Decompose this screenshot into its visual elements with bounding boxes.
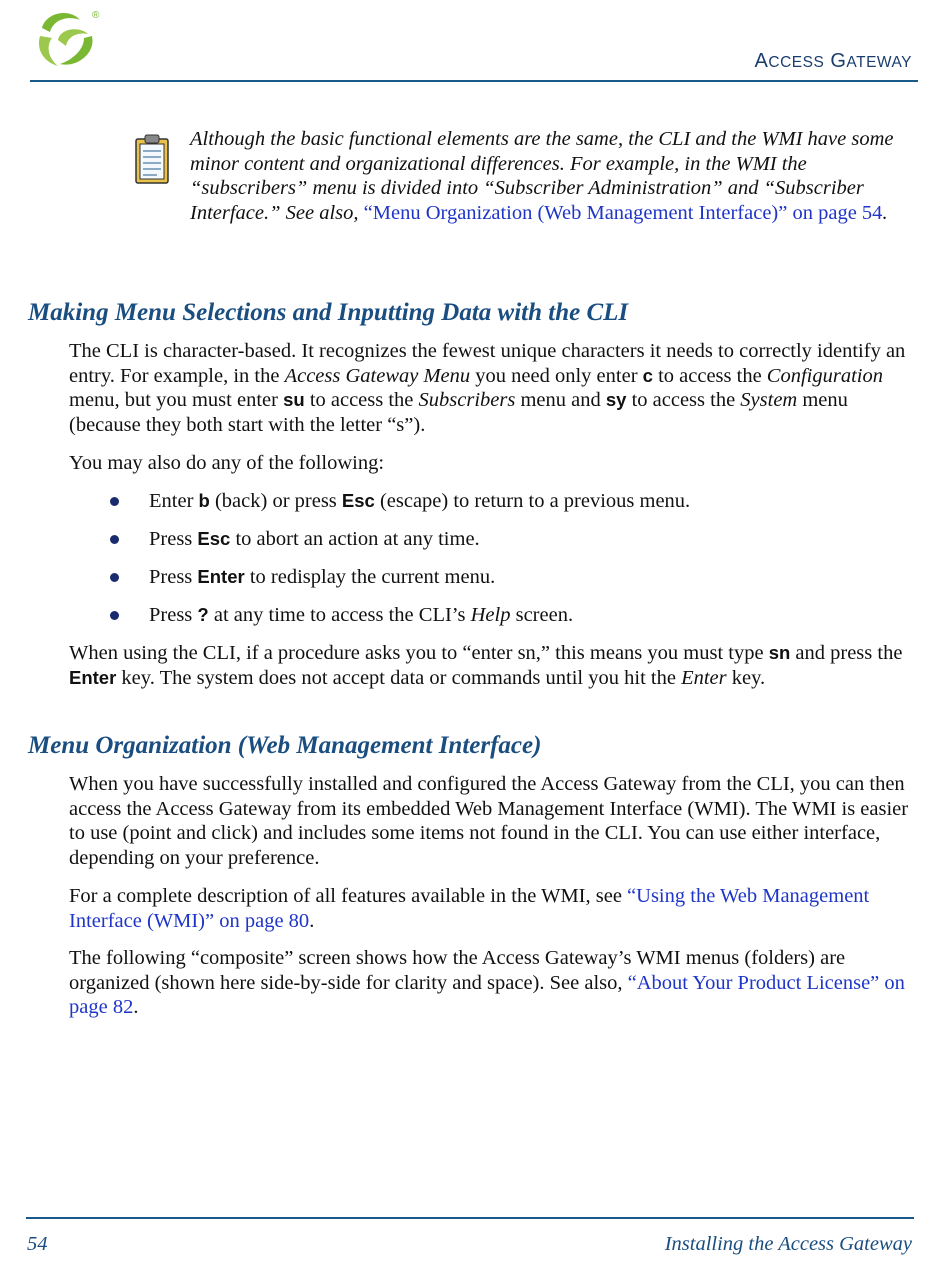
wmi-paragraph-1: When you have successfully installed and configured the Access Gateway from the CLI, you can then access the Access Gateway from its embedded Web Management Interface (WMI). The WMI is easier to use (point and click) and includes some items not found in the CLI. You can use either interface, depending on your preference.: [69, 773, 909, 869]
bullet-icon: [110, 573, 119, 582]
note-link[interactable]: “Menu Organization (Web Management Interface)” on page 54: [363, 201, 883, 224]
page-number: 54: [27, 1233, 48, 1255]
running-header: ACCESS GATEWAY: [754, 50, 912, 72]
list-item: Press ? at any time to access the CLI’s Help screen.: [149, 604, 574, 626]
bullet-icon: [110, 611, 119, 620]
svg-text:®: ®: [92, 10, 100, 21]
footer-rule: [26, 1217, 914, 1219]
note-text: Although the basic functional elements are the same, the CLI and the WMI have some minor content and organizational differences. For example, in the WMI the “subscribers” menu is divided into “Subscriber Administration” and “Subscriber Interface.” See also, “Menu Organization (Web Management Interface)” on page 54.: [190, 128, 894, 224]
bullet-icon: [110, 535, 119, 544]
list-item: Press Esc to abort an action at any time.: [149, 528, 480, 550]
company-logo: [30, 6, 108, 74]
cli-paragraph-1: The CLI is character-based. It recognizes the fewest unique characters it needs to correctly identify an entry. For example, in the Access Gateway Menu you need only enter c to access the Configuration menu, but you must enter su to access the Subscribers menu and sy to access the System menu (because they both start with the letter “s”).: [69, 340, 906, 436]
section-heading-cli: Making Menu Selections and Inputting Data with the CLI: [28, 299, 629, 326]
wmi-usage-link[interactable]: “Using the Web Management Interface (WMI)” on page 80: [69, 885, 870, 932]
list-item: Enter b (back) or press Esc (escape) to return to a previous menu.: [149, 490, 691, 512]
footer-chapter-title: Installing the Access Gateway: [664, 1233, 912, 1255]
list-item: Press Enter to redisplay the current menu.: [149, 566, 496, 588]
cli-paragraph-2: You may also do any of the following:: [69, 452, 385, 474]
cli-paragraph-3: When using the CLI, if a procedure asks you to “enter sn,” this means you must type sn and press the Enter key. The system does not accept data or commands until you hit the Enter key.: [69, 642, 903, 689]
wmi-paragraph-3: The following “composite” screen shows how the Access Gateway’s WMI menus (folders) are organized (shown here side-by-side for clarity and space). See also, “About Your Product License” on page 82.: [69, 947, 905, 1019]
notepad-icon: [133, 133, 171, 185]
license-link[interactable]: “About Your Product License” on page 82: [69, 971, 905, 1019]
bullet-icon: [110, 497, 119, 506]
section-heading-wmi: Menu Organization (Web Management Interface): [28, 732, 542, 759]
header-rule: [30, 80, 918, 82]
wmi-paragraph-2: For a complete description of all features available in the WMI, see “Using the Web Management Interface (WMI)” on page 80.: [69, 885, 870, 932]
